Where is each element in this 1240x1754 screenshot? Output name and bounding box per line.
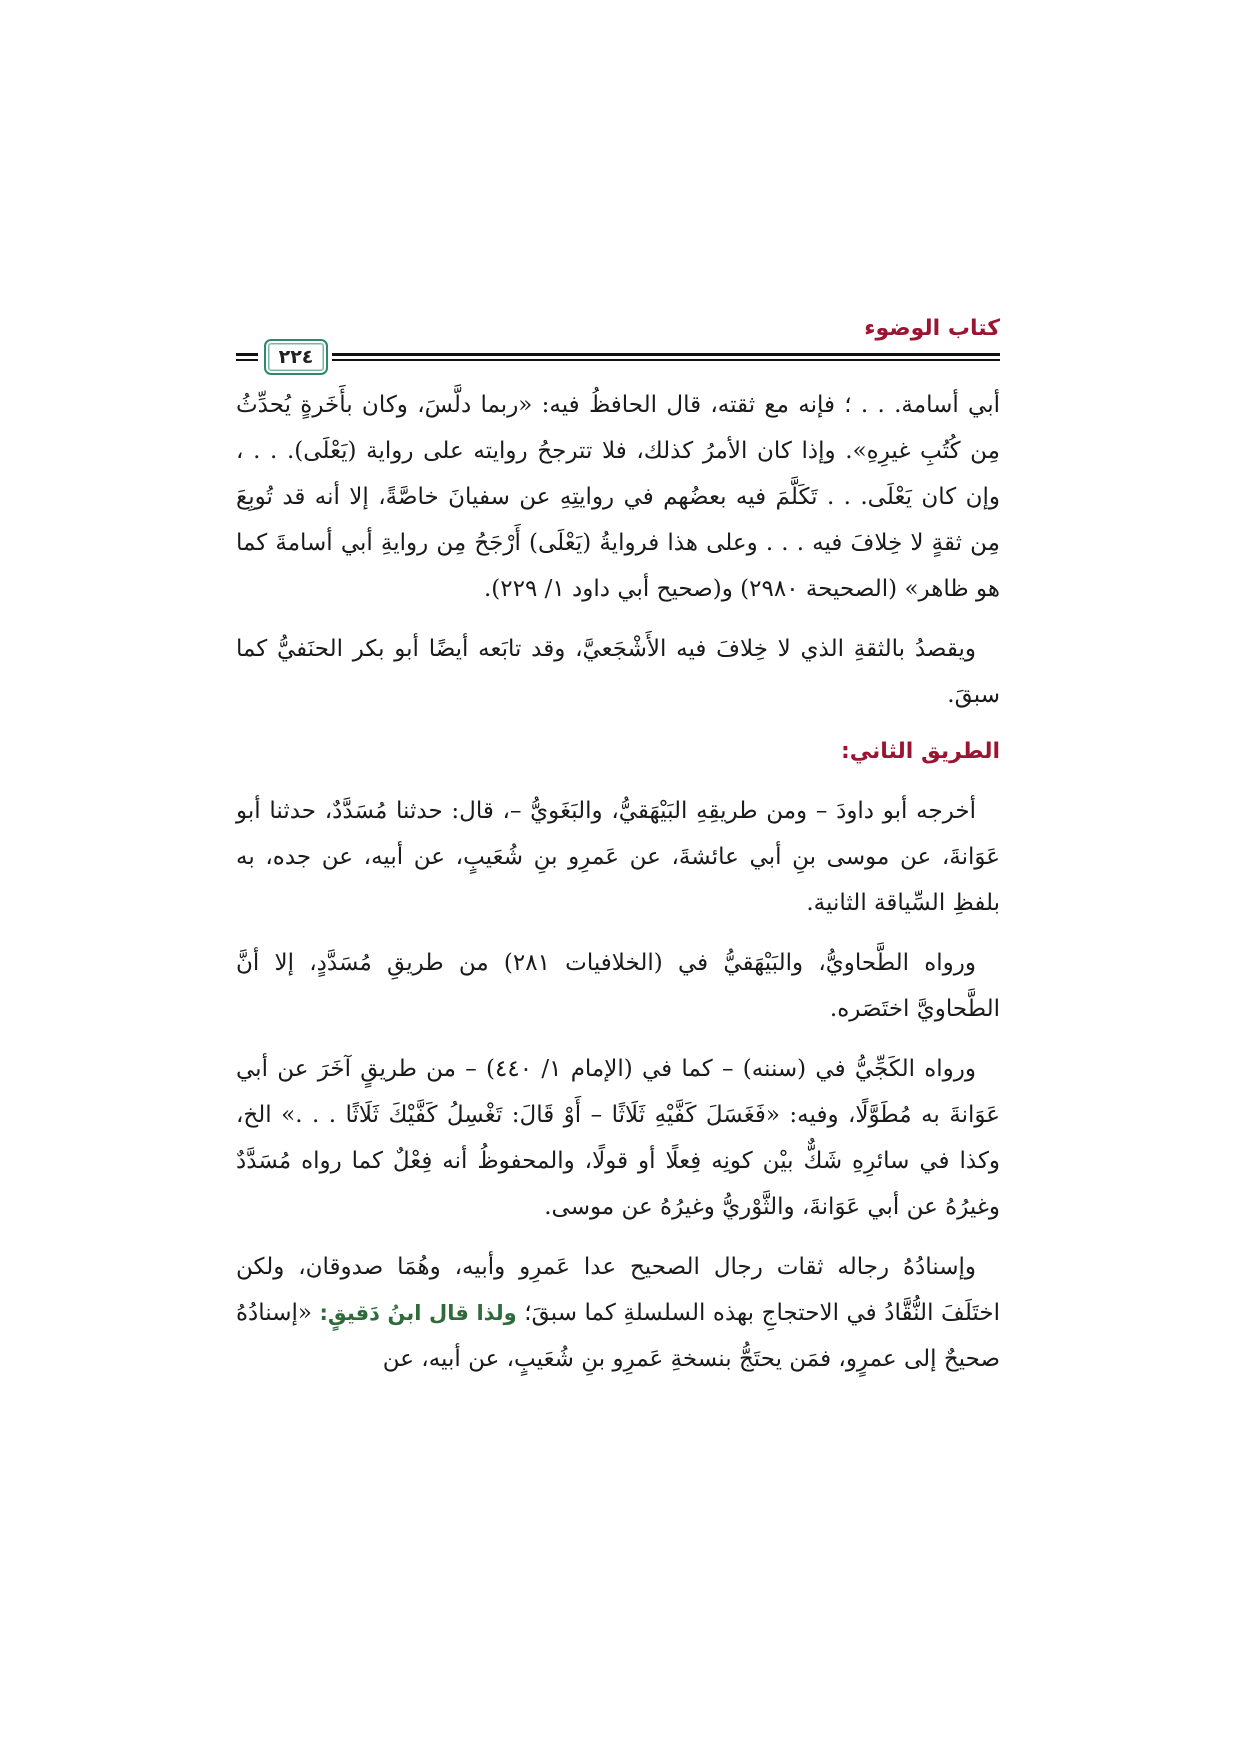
running-header xyxy=(236,300,1000,368)
ibn-daqiq-quote-lead: ولذا قال ابنُ دَقيقٍ: xyxy=(319,1301,517,1325)
paragraph-tahawi: ورواه الطَّحاويُّ، والبَيْهَقيُّ في (الخلافيات ٢٨١) من طريقِ مُسَدَّدٍ، إلا أنَّ الطَّحاويَّ اختَصَره. xyxy=(236,950,1000,1022)
header-rule-thick xyxy=(332,353,1000,356)
page-body xyxy=(236,382,1000,1396)
header-rule-thin xyxy=(332,359,1000,361)
paragraph-abu-dawud: أخرجه أبو داودَ – ومن طريقِهِ البَيْهَقيُّ، والبَغَويُّ –، قال: حدثنا مُسَدَّدٌ، حدثنا أبو عَوَانةَ، عن موسى بنِ أبي عائشةَ، عن عَمرِو بنِ شُعَيبٍ، عن أبيه، عن جده، به بلفظِ السِّياقة الثانية. xyxy=(236,798,1000,916)
paragraph-kajji: ورواه الكَجِّيُّ في (سننه) – كما في (الإمام ١/ ٤٤٠) – من طريقٍ آخَرَ عن أبي عَوَانةَ به مُطَوَّلًا، وفيه: «فَغَسَلَ كَفَّيْهِ ثَلَاثًا – أَوْ قَالَ: تَغْسِلُ كَفَّيْكَ ثَلَاثًا . . .» الخ، وكذا في سائرِهِ شَكٌّ بيْن كونِه فِعلًا أو قولًا، والمحفوظُ أنه فِعْلٌ كما رواه مُسَدَّدٌ وغيرُهُ عن أبي عَوَانةَ، والثَّوْريُّ وغيرُهُ عن موسى. xyxy=(236,1056,1000,1220)
section-heading: الطريق الثاني: xyxy=(840,739,1000,764)
page-number: ٢٢٤ xyxy=(278,345,314,368)
book-title: كتاب الوضوء xyxy=(864,316,1000,341)
paragraph-isnad xyxy=(236,1244,1000,1382)
isnad-text: وإسنادُهُ رجاله ثقات رجال الصحيح عدا عَمرِو وأبيه، وهُمَا صدوقان، ولكن اختَلَفَ النُّقَّادُ في الاحتجاجِ بهذه السلسلةِ كما سبقَ؛ xyxy=(236,1254,1000,1326)
header-double-rule xyxy=(332,353,1000,362)
book-page xyxy=(236,300,1000,1600)
header-tail-rule xyxy=(236,353,258,362)
ibn-daqiq-quote: «إسنادُهُ صحيحٌ إلى عمرٍو، فمَن يحتَجُّ بنسخةِ عَمرِو بنِ شُعَيبٍ، عن أبيه، عن xyxy=(236,1300,1000,1372)
tail-rule-thin xyxy=(236,359,258,361)
paragraph-continuation: أبي أسامة. . . ؛ فإنه مع ثقته، قال الحافظُ فيه: «ربما دلَّسَ، وكان بأَخَرةٍ يُحدِّثُ مِن كُتُبِ غيرِهِ». وإذا كان الأمرُ كذلك، فلا تترجحُ روايته على رواية (يَعْلَى). . . ، وإن كان يَعْلَى. . . تَكَلَّمَ فيه بعضُهم في روايتِهِ عن سفيانَ خاصَّةً، إلا أنه قد تُوبِعَ مِن ثقةٍ لا خِلافَ فيه . . . وعلى هذا فروايةُ (يَعْلَى) أَرْجَحُ مِن روايةِ أبي أسامةَ كما هو ظاهر» (الصحيحة ٢٩٨٠) و(صحيح أبي داود ١/ ٢٢٩). xyxy=(236,392,1000,602)
paragraph-ashjai: ويقصدُ بالثقةِ الذي لا خِلافَ فيه الأَشْجَعيَّ، وقد تابَعه أيضًا أبو بكر الحنَفيُّ كما سبقَ. xyxy=(236,636,1000,708)
page-number-badge xyxy=(264,339,328,375)
tail-rule-thick xyxy=(236,353,258,356)
